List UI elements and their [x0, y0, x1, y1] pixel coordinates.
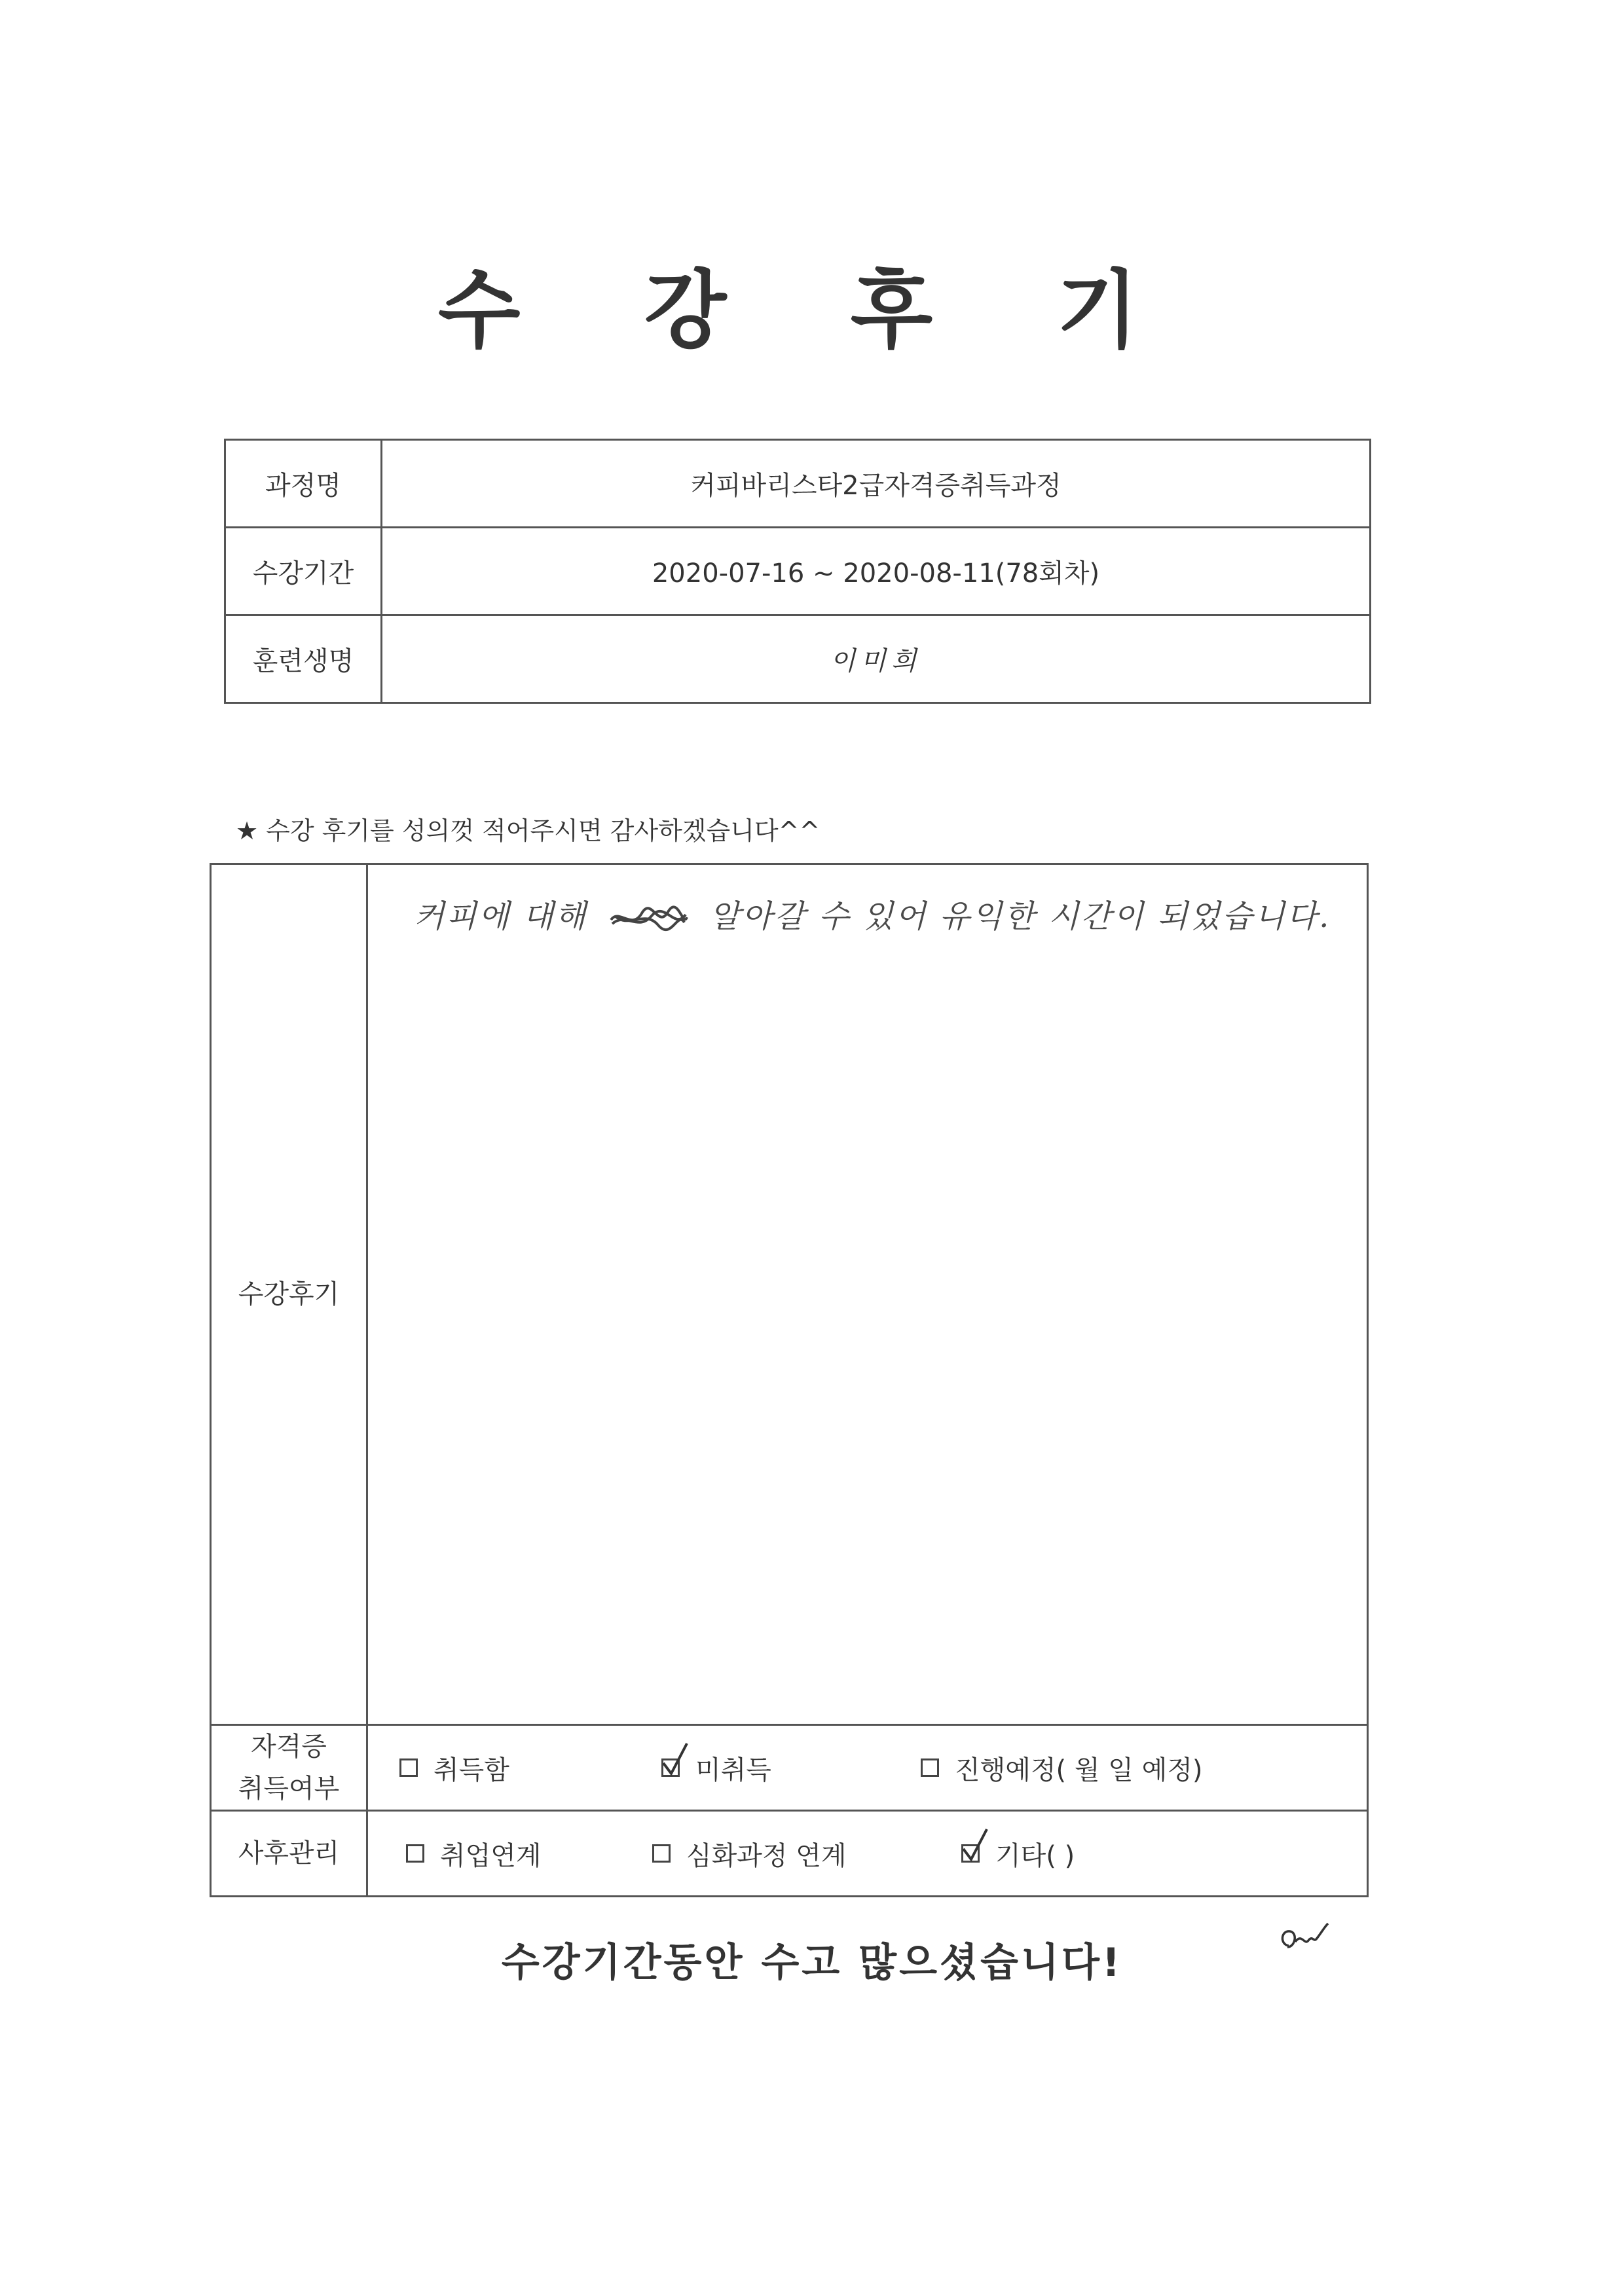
check-mark-icon	[961, 1827, 991, 1863]
cert-options	[367, 1725, 1368, 1811]
scribble-mark	[606, 905, 691, 933]
course-row	[225, 440, 1371, 528]
cert-option-not-acquired[interactable]	[661, 1749, 921, 1787]
checkbox[interactable]	[399, 1758, 418, 1777]
checkbox[interactable]	[652, 1844, 671, 1863]
cert-option-label: 취득함	[434, 1755, 509, 1785]
review-handwritten-text	[414, 891, 1331, 936]
aftercare-option-job-link[interactable]	[406, 1835, 652, 1872]
instruction-note: ★ 수강 후기를 성의껏 적어주시면 감사하겠습니다^^	[236, 816, 821, 845]
checkbox[interactable]	[406, 1844, 424, 1863]
trainee-name-label: 훈련생명	[225, 615, 382, 703]
aftercare-option-label: 기타( )	[995, 1840, 1075, 1871]
checkbox-checked[interactable]	[961, 1844, 980, 1863]
cert-label	[211, 1725, 367, 1811]
aftercare-option-advanced-course[interactable]	[652, 1835, 961, 1872]
review-row	[211, 864, 1368, 1725]
cert-option-scheduled[interactable]	[921, 1749, 1202, 1787]
aftercare-options	[367, 1811, 1368, 1897]
period-label: 수강기간	[225, 528, 382, 615]
period-row	[225, 528, 1371, 615]
cert-label-line1: 자격증	[251, 1732, 327, 1762]
check-mark-icon	[661, 1741, 691, 1777]
closing-message: 수강기간동안 수고 많으셨습니다!	[501, 1940, 1123, 1986]
trainee-row	[225, 615, 1371, 703]
cert-row	[211, 1725, 1368, 1811]
cert-option-label: 진행예정( 월 일 예정)	[955, 1755, 1203, 1785]
course-info-table	[224, 439, 1371, 704]
aftercare-option-label: 취업연계	[440, 1840, 542, 1871]
review-text-after: 알아갈 수 있어 유익한 시간이 되었습니다.	[709, 898, 1331, 935]
checkbox-checked[interactable]	[661, 1758, 680, 1777]
review-body	[367, 864, 1368, 1725]
review-label: 수강후기	[211, 864, 367, 1725]
page-title: 수 강 후 기	[437, 261, 1187, 360]
cert-label-line2: 취득여부	[238, 1774, 340, 1804]
checkbox[interactable]	[921, 1758, 939, 1777]
period-value: 2020-07-16 ~ 2020-08-11(78회차)	[382, 528, 1371, 615]
course-value: 커피바리스타2급자격증취득과정	[382, 440, 1371, 528]
review-text-before: 커피에 대해	[414, 898, 588, 935]
aftercare-option-label: 심화과정 연계	[686, 1840, 847, 1871]
cert-option-acquired[interactable]	[399, 1749, 661, 1787]
signature-mark	[1276, 1920, 1335, 1959]
cert-option-label: 미취득	[695, 1755, 771, 1785]
review-table	[210, 863, 1369, 1897]
trainee-name-value: 이미희	[382, 615, 1371, 703]
aftercare-option-other[interactable]	[961, 1835, 1075, 1872]
course-label: 과정명	[225, 440, 382, 528]
aftercare-row	[211, 1811, 1368, 1897]
aftercare-label: 사후관리	[211, 1811, 367, 1897]
